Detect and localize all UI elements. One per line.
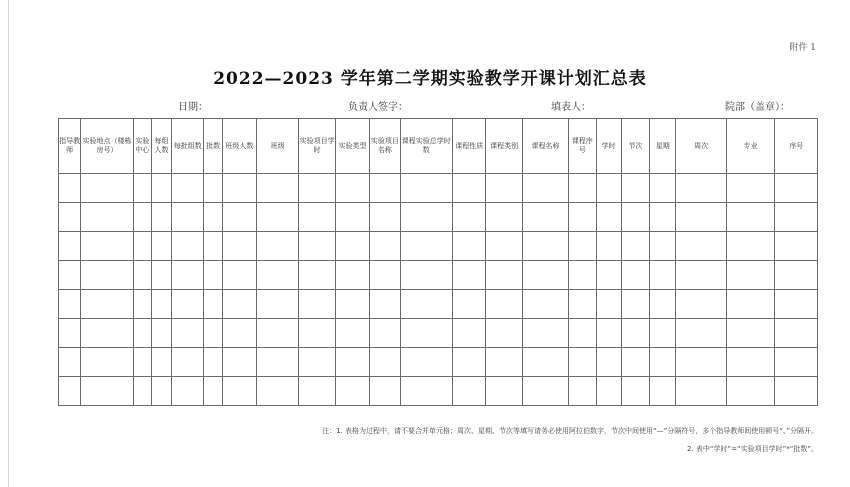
table-cell[interactable] (370, 261, 400, 290)
table-cell[interactable] (370, 319, 400, 348)
table-cell[interactable] (172, 232, 204, 261)
table-cell[interactable] (676, 261, 727, 290)
table-cell[interactable] (81, 261, 134, 290)
table-cell[interactable] (59, 203, 81, 232)
table-cell[interactable] (453, 261, 486, 290)
column-header: 指导教师 (59, 119, 81, 174)
table-cell[interactable] (726, 232, 775, 261)
table-cell[interactable] (151, 232, 171, 261)
table-cell[interactable] (621, 348, 649, 377)
table-cell[interactable] (59, 290, 81, 319)
table-cell[interactable] (400, 232, 453, 261)
table-cell[interactable] (650, 232, 676, 261)
header-row (59, 119, 818, 174)
table-cell[interactable] (569, 261, 596, 290)
table-cell[interactable] (775, 232, 818, 261)
table-cell[interactable] (596, 232, 621, 261)
table-cell[interactable] (726, 377, 775, 406)
college-field: 院部（盖章）： (725, 102, 790, 113)
table-cell[interactable] (133, 319, 151, 348)
table-cell[interactable] (133, 174, 151, 203)
table-cell[interactable] (522, 377, 568, 406)
table-cell[interactable] (335, 348, 369, 377)
column-header: 课程类别 (486, 119, 522, 174)
table-cell[interactable] (676, 203, 727, 232)
table-cell[interactable] (370, 232, 400, 261)
table-cell[interactable] (453, 203, 486, 232)
table-cell[interactable] (335, 174, 369, 203)
table-row (59, 319, 818, 348)
table-row (59, 348, 818, 377)
table-cell[interactable] (400, 174, 453, 203)
table-cell[interactable] (650, 261, 676, 290)
table-cell[interactable] (299, 319, 335, 348)
table-cell[interactable] (486, 203, 522, 232)
table-cell[interactable] (726, 261, 775, 290)
table-cell[interactable] (133, 232, 151, 261)
table-cell[interactable] (133, 290, 151, 319)
column-header: 班级人数 (222, 119, 256, 174)
table-cell[interactable] (299, 174, 335, 203)
table-cell[interactable] (335, 290, 369, 319)
table-cell[interactable] (335, 232, 369, 261)
table-cell[interactable] (569, 348, 596, 377)
table-cell[interactable] (775, 348, 818, 377)
table-cell[interactable] (400, 377, 453, 406)
table-cell[interactable] (257, 203, 299, 232)
table-cell[interactable] (133, 261, 151, 290)
table-cell[interactable] (59, 174, 81, 203)
table-cell[interactable] (151, 319, 171, 348)
table-cell[interactable] (299, 232, 335, 261)
table-cell[interactable] (596, 290, 621, 319)
table-cell[interactable] (299, 203, 335, 232)
table-cell[interactable] (299, 377, 335, 406)
table-cell[interactable] (370, 203, 400, 232)
table-cell[interactable] (486, 377, 522, 406)
table-cell[interactable] (172, 377, 204, 406)
column-header: 课程序号 (569, 119, 596, 174)
table-cell[interactable] (453, 377, 486, 406)
plan-table (58, 118, 818, 406)
column-header: 实验地点（楼栋房号） (81, 119, 134, 174)
table-cell[interactable] (726, 290, 775, 319)
table-cell[interactable] (650, 377, 676, 406)
table-cell[interactable] (151, 261, 171, 290)
table-cell[interactable] (569, 377, 596, 406)
table-cell[interactable] (81, 232, 134, 261)
table-cell[interactable] (400, 290, 453, 319)
table-cell[interactable] (621, 290, 649, 319)
table-cell[interactable] (204, 174, 222, 203)
table-cell[interactable] (172, 319, 204, 348)
table-row (59, 203, 818, 232)
table-cell[interactable] (486, 232, 522, 261)
table-cell[interactable] (335, 377, 369, 406)
table-cell[interactable] (453, 319, 486, 348)
column-header: 实验项目名称 (370, 119, 400, 174)
table-cell[interactable] (400, 319, 453, 348)
column-header: 周次 (676, 119, 727, 174)
column-header: 专业 (726, 119, 775, 174)
table-cell[interactable] (370, 290, 400, 319)
table-cell[interactable] (204, 232, 222, 261)
note-1: 注：1. 表格为过程中，请不要合并单元格；周次、星期、节次等填写请务必使用阿拉伯数字，节次中间使用“—”分隔符号，多个指导教师间使用顿号“、”分隔开。 (322, 427, 818, 435)
table-cell[interactable] (522, 174, 568, 203)
table-cell[interactable] (335, 319, 369, 348)
table-cell[interactable] (453, 290, 486, 319)
table-cell[interactable] (596, 348, 621, 377)
table-cell[interactable] (299, 348, 335, 377)
table-cell[interactable] (522, 232, 568, 261)
table-cell[interactable] (222, 319, 256, 348)
column-header: 序号 (775, 119, 818, 174)
table-body (59, 174, 818, 406)
table-cell[interactable] (621, 261, 649, 290)
table-cell[interactable] (370, 377, 400, 406)
table-cell[interactable] (676, 232, 727, 261)
column-header: 实验中心 (133, 119, 151, 174)
table-row (59, 174, 818, 203)
table-cell[interactable] (726, 203, 775, 232)
table-cell[interactable] (453, 232, 486, 261)
column-header: 节次 (621, 119, 649, 174)
table-cell[interactable] (726, 174, 775, 203)
table-cell[interactable] (172, 290, 204, 319)
table-cell[interactable] (596, 319, 621, 348)
table-cell[interactable] (204, 348, 222, 377)
table-cell[interactable] (299, 261, 335, 290)
table-cell[interactable] (400, 348, 453, 377)
table-cell[interactable] (257, 261, 299, 290)
table-cell[interactable] (299, 290, 335, 319)
table-cell[interactable] (204, 261, 222, 290)
table-cell[interactable] (621, 319, 649, 348)
table-cell[interactable] (222, 261, 256, 290)
table-cell[interactable] (81, 319, 134, 348)
table-cell[interactable] (453, 348, 486, 377)
table-cell[interactable] (400, 261, 453, 290)
table-cell[interactable] (569, 319, 596, 348)
table-cell[interactable] (335, 261, 369, 290)
table-cell[interactable] (59, 232, 81, 261)
table-cell[interactable] (621, 203, 649, 232)
table-cell[interactable] (222, 290, 256, 319)
table-cell[interactable] (172, 174, 204, 203)
table-cell[interactable] (335, 203, 369, 232)
column-header: 课程实验总学时数 (400, 119, 453, 174)
table-cell[interactable] (650, 290, 676, 319)
column-header: 学时 (596, 119, 621, 174)
table-cell[interactable] (522, 319, 568, 348)
table-cell[interactable] (257, 319, 299, 348)
column-header: 班级 (257, 119, 299, 174)
table-cell[interactable] (650, 319, 676, 348)
table-cell[interactable] (400, 203, 453, 232)
table-cell[interactable] (222, 232, 256, 261)
table-cell[interactable] (59, 348, 81, 377)
column-header: 实验类型 (335, 119, 369, 174)
table-cell[interactable] (370, 174, 400, 203)
table-cell[interactable] (222, 377, 256, 406)
table-cell[interactable] (775, 290, 818, 319)
table-cell[interactable] (222, 174, 256, 203)
column-header: 批数 (204, 119, 222, 174)
table-cell[interactable] (151, 174, 171, 203)
table-cell[interactable] (151, 203, 171, 232)
table-cell[interactable] (133, 377, 151, 406)
signer-field: 负责人签字： (348, 102, 408, 113)
table-cell[interactable] (59, 377, 81, 406)
table-cell[interactable] (222, 203, 256, 232)
table-cell[interactable] (81, 290, 134, 319)
table-row (59, 377, 818, 406)
table-cell[interactable] (59, 261, 81, 290)
table-cell[interactable] (257, 377, 299, 406)
table-cell[interactable] (204, 203, 222, 232)
table-cell[interactable] (453, 174, 486, 203)
table-cell[interactable] (204, 290, 222, 319)
table-cell[interactable] (569, 290, 596, 319)
table-cell[interactable] (775, 377, 818, 406)
table-cell[interactable] (676, 348, 727, 377)
table-cell[interactable] (676, 319, 727, 348)
table-row (59, 232, 818, 261)
table-cell[interactable] (522, 290, 568, 319)
table-cell[interactable] (133, 348, 151, 377)
column-header: 课程性质 (453, 119, 486, 174)
table-cell[interactable] (650, 174, 676, 203)
table-cell[interactable] (522, 203, 568, 232)
table-cell[interactable] (370, 348, 400, 377)
table-cell[interactable] (596, 203, 621, 232)
table-cell[interactable] (151, 348, 171, 377)
table-cell[interactable] (569, 232, 596, 261)
table-cell[interactable] (59, 319, 81, 348)
table-cell[interactable] (621, 377, 649, 406)
table-cell[interactable] (676, 174, 727, 203)
table-cell[interactable] (676, 377, 727, 406)
table-cell[interactable] (257, 290, 299, 319)
table-cell[interactable] (222, 348, 256, 377)
attachment-label: 附件 1 (789, 43, 816, 53)
table-cell[interactable] (204, 319, 222, 348)
column-header: 每批组数 (172, 119, 204, 174)
page-title: 2022—2023 学年第二学期实验教学开课计划汇总表 (213, 69, 647, 89)
column-header: 实验项目学时 (299, 119, 335, 174)
table-cell[interactable] (650, 203, 676, 232)
table-cell[interactable] (726, 348, 775, 377)
table-cell[interactable] (81, 203, 134, 232)
table-cell[interactable] (172, 261, 204, 290)
table-cell[interactable] (621, 232, 649, 261)
table-cell[interactable] (676, 290, 727, 319)
filler-field: 填表人： (551, 102, 591, 113)
table-cell[interactable] (172, 203, 204, 232)
table-cell[interactable] (81, 174, 134, 203)
table-cell[interactable] (522, 348, 568, 377)
table-cell[interactable] (81, 377, 134, 406)
table-cell[interactable] (486, 174, 522, 203)
table-cell[interactable] (151, 377, 171, 406)
table-row (59, 261, 818, 290)
table-cell[interactable] (257, 174, 299, 203)
table-cell[interactable] (257, 348, 299, 377)
column-header: 星期 (650, 119, 676, 174)
table-cell[interactable] (775, 319, 818, 348)
notes (268, 422, 818, 458)
table-cell[interactable] (486, 348, 522, 377)
column-header: 每组人数 (151, 119, 171, 174)
table-cell[interactable] (204, 377, 222, 406)
table-row (59, 290, 818, 319)
date-field: 日期： (178, 102, 208, 113)
column-header: 课程名称 (522, 119, 568, 174)
note-2: 2. 表中“学时”=“实验项目学时”*“批数”。 (686, 445, 818, 453)
table-cell[interactable] (151, 290, 171, 319)
table-cell[interactable] (726, 319, 775, 348)
table-cell[interactable] (133, 203, 151, 232)
table-cell[interactable] (569, 203, 596, 232)
table-cell[interactable] (486, 290, 522, 319)
table-cell[interactable] (775, 261, 818, 290)
table-cell[interactable] (621, 174, 649, 203)
table-cell[interactable] (172, 348, 204, 377)
table-cell[interactable] (775, 174, 818, 203)
table-cell[interactable] (522, 261, 568, 290)
table-cell[interactable] (486, 319, 522, 348)
table-cell[interactable] (775, 203, 818, 232)
table-cell[interactable] (596, 261, 621, 290)
table-cell[interactable] (569, 174, 596, 203)
table-cell[interactable] (486, 261, 522, 290)
table-cell[interactable] (650, 348, 676, 377)
table-cell[interactable] (596, 174, 621, 203)
table-cell[interactable] (257, 232, 299, 261)
table-cell[interactable] (81, 348, 134, 377)
table-cell[interactable] (596, 377, 621, 406)
